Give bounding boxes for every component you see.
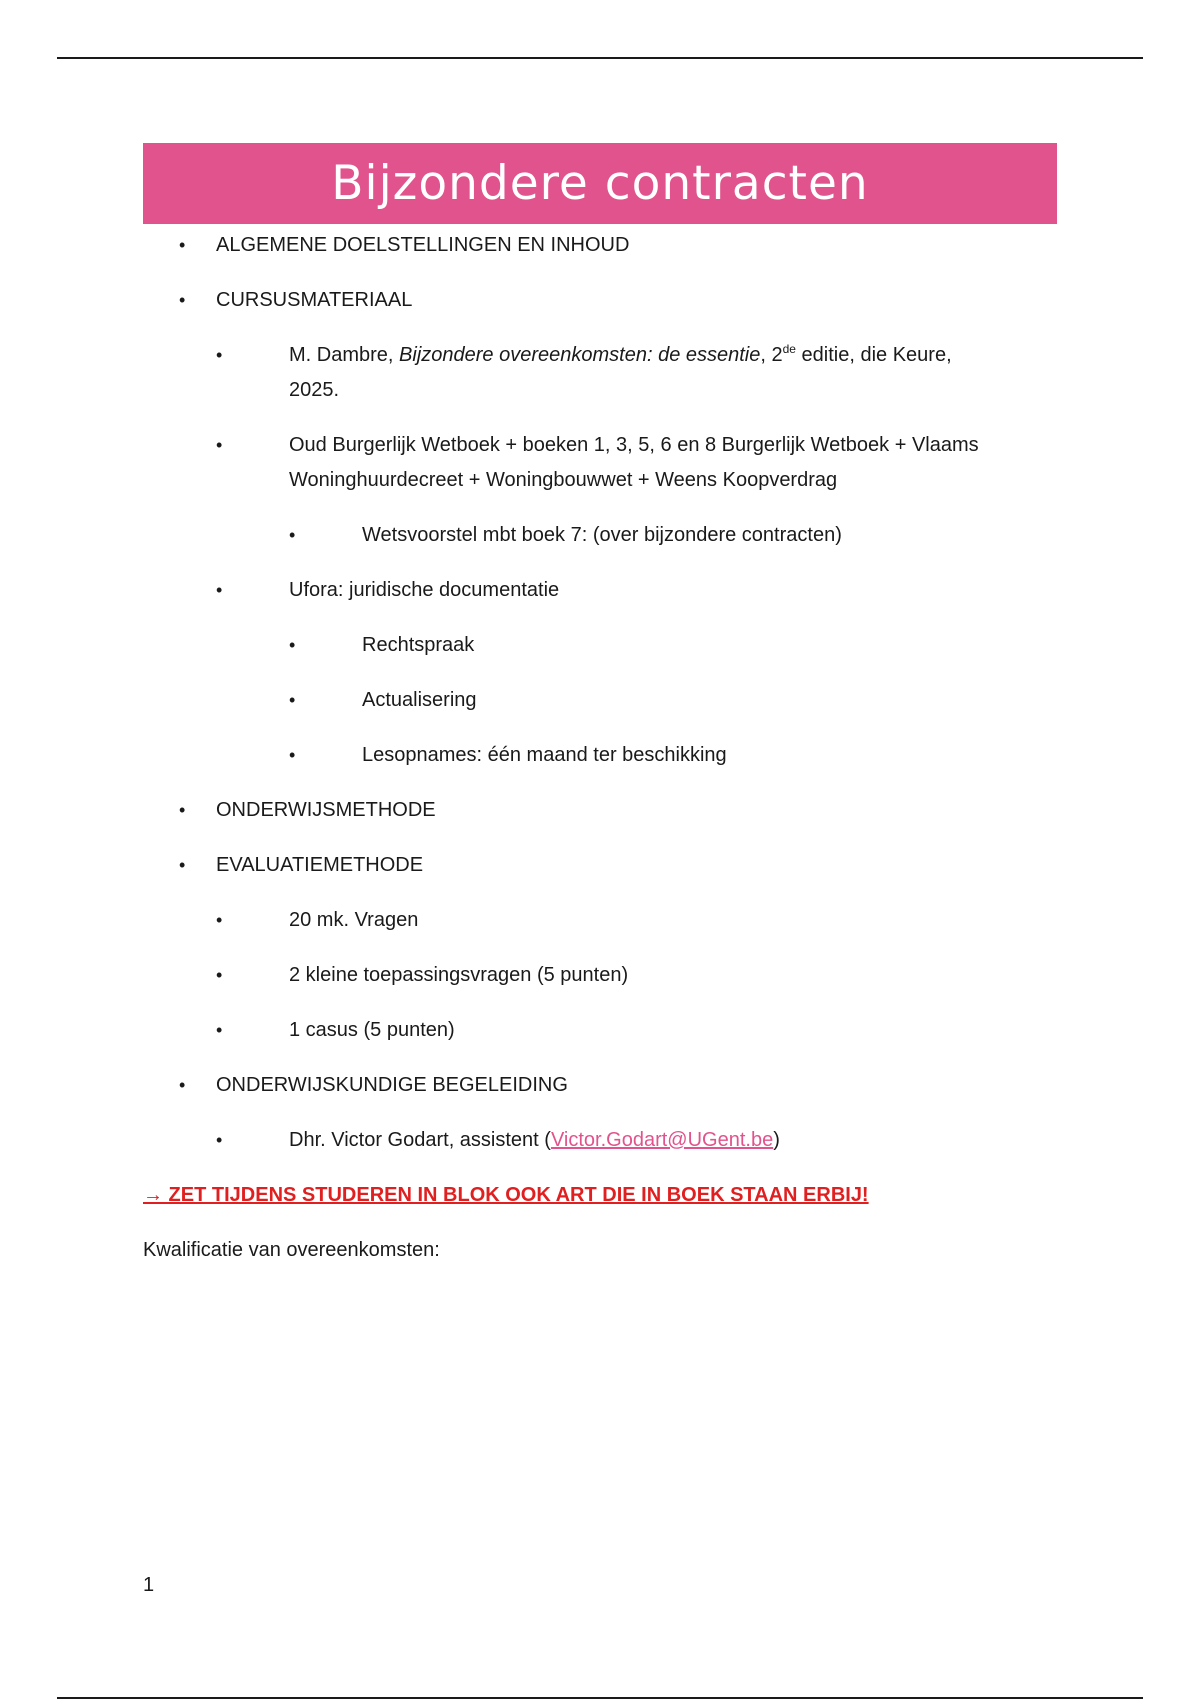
- list-item-label: Lesopnames: één maand ter beschikking: [362, 744, 727, 766]
- list-item-cursusmateriaal: [143, 283, 1057, 773]
- list-item-rechtspraak: [289, 628, 1057, 663]
- warning-note: → ZET TIJDENS STUDEREN IN BLOK OOK ART DIE IN BOEK STAAN ERBIJ!: [143, 1184, 869, 1206]
- book-year: 2025.: [289, 379, 340, 401]
- list-item-actualisering: [289, 683, 1057, 718]
- wetboek-sublist: [216, 518, 1057, 553]
- kwalificatie-heading: Kwalificatie van overeenkomsten:: [143, 1239, 440, 1261]
- book-line-1: [289, 338, 1057, 373]
- list-item-evaluatiemethode: [143, 848, 1057, 1048]
- ufora-sublist: [216, 628, 1057, 773]
- book-title: Bijzondere overeenkomsten: de essentie: [399, 344, 761, 366]
- document-title: Bijzondere contracten: [331, 156, 869, 211]
- cursusmateriaal-sublist: [143, 338, 1057, 773]
- evaluatiemethode-sublist: [143, 903, 1057, 1048]
- list-item-label: 2 kleine toepassingsvragen (5 punten): [289, 964, 629, 986]
- list-item-casus: [216, 1013, 1057, 1048]
- book-publisher: editie, die Keure,: [795, 344, 952, 366]
- title-banner: [143, 143, 1057, 224]
- assistent-name: Dhr. Victor Godart, assistent (: [289, 1129, 551, 1151]
- begeleiding-sublist: [143, 1123, 1057, 1158]
- list-item-label: Wetsvoorstel mbt boek 7: (over bijzondere contracten): [362, 524, 842, 546]
- list-item-book: [216, 338, 1057, 408]
- list-item-assistent: [216, 1123, 1057, 1158]
- list-item-label: Actualisering: [362, 689, 477, 711]
- list-item-label: 20 mk. Vragen: [289, 909, 419, 931]
- list-item-label: ONDERWIJSMETHODE: [216, 799, 436, 821]
- list-item-onderwijsmethode: [143, 793, 1057, 828]
- assistent-suffix: ): [773, 1129, 780, 1151]
- book-separator: , 2: [760, 344, 783, 366]
- list-item-lesopnames: [289, 738, 1057, 773]
- list-item-ufora: [216, 573, 1057, 773]
- outline-list: [143, 228, 1057, 1158]
- list-item-label: 1 casus (5 punten): [289, 1019, 455, 1041]
- list-item-label: Ufora: juridische documentatie: [289, 579, 560, 601]
- list-item-begeleiding: [143, 1068, 1057, 1158]
- book-edition-sup: de: [782, 342, 796, 356]
- list-item-label: CURSUSMATERIAAL: [216, 289, 413, 311]
- list-item-wetboek: [216, 428, 1057, 553]
- wetboek-line-1: • Oud Burgerlijk Wetboek + boeken 1, 3, 5, 6 en 8 Burgerlijk Wetboek + Vlaams: [289, 434, 979, 456]
- list-item-label: ONDERWIJSKUNDIGE BEGELEIDING: [216, 1074, 568, 1096]
- list-item-doelstellingen: [143, 228, 1057, 263]
- list-item-wetsvoorstel: [289, 518, 1057, 553]
- book-author: M. Dambre,: [289, 344, 400, 366]
- wetboek-line-2: Woninghuurdecreet + Woningbouwwet + Weens Koopverdrag: [289, 469, 838, 491]
- list-item-label: Rechtspraak: [362, 634, 475, 656]
- list-item-mk-vragen: [216, 903, 1057, 938]
- list-item-label: ALGEMENE DOELSTELLINGEN EN INHOUD: [216, 234, 630, 256]
- list-item-label: EVALUATIEMETHODE: [216, 854, 424, 876]
- page-top-rule: [57, 57, 1143, 59]
- list-item-toepassingsvragen: [216, 958, 1057, 993]
- page-bottom-rule: [57, 1697, 1143, 1699]
- page-number: 1: [143, 1574, 155, 1596]
- page-content: [143, 143, 1057, 1268]
- assistent-email-link[interactable]: Victor.Godart@UGent.be: [550, 1129, 774, 1151]
